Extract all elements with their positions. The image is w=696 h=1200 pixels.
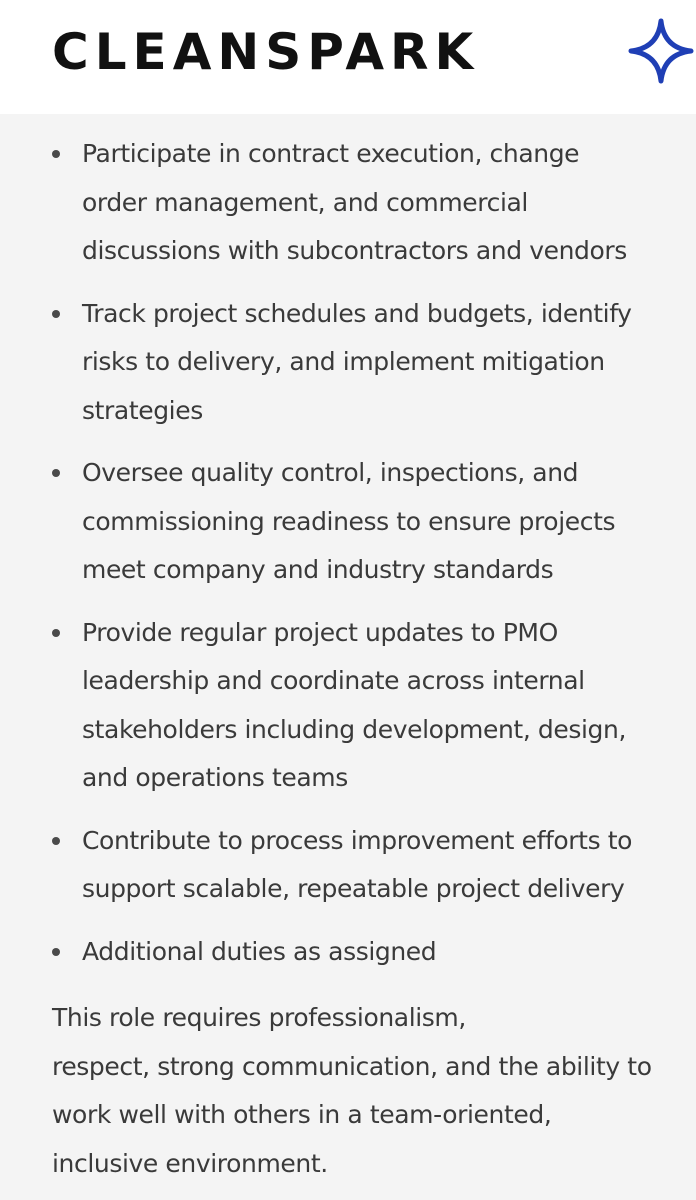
duty-line: Track project schedules and budgets, identify: [82, 298, 632, 328]
job-description-content: [0, 114, 696, 1200]
duty-line: stakeholders including development, design,: [82, 714, 626, 744]
list-item: [0, 817, 696, 914]
list-item: [0, 449, 696, 595]
bullet-icon: [52, 150, 60, 158]
duties-list: [0, 130, 696, 990]
duty-line: meet company and industry standards: [82, 555, 554, 584]
bullet-icon: [52, 469, 60, 477]
duty-line: Participate in contract execution, change: [82, 139, 580, 168]
bullet-icon: [52, 837, 60, 845]
closing-line: respect, strong communication, and the ability to: [52, 1051, 652, 1081]
list-item: [0, 609, 696, 803]
bullet-icon: [52, 629, 60, 637]
closing-line: inclusive environment.: [52, 1148, 328, 1178]
bullet-icon: [52, 948, 60, 956]
duty-line: strategies: [82, 395, 203, 425]
duty-line: support scalable, repeatable project delivery: [82, 874, 625, 903]
list-item: [0, 290, 696, 436]
closing-paragraph: [52, 994, 662, 1188]
duty-line: Provide regular project updates to PMO: [82, 617, 558, 647]
duty-line: Contribute to process improvement efforts to: [82, 825, 633, 855]
four-point-star-icon: [628, 18, 694, 84]
bullet-icon: [52, 310, 60, 318]
duty-line: Additional duties as assigned: [82, 936, 437, 966]
duty-line: leadership and coordinate across internal: [82, 666, 585, 695]
company-logo-text: CLEANSPARK: [52, 23, 480, 81]
duty-line: risks to delivery, and implement mitigation: [82, 347, 605, 376]
duty-line: and operations teams: [82, 763, 348, 792]
closing-line: work well with others in a team-oriented,: [52, 1100, 552, 1129]
duty-line: order management, and commercial: [82, 187, 528, 217]
list-item: [0, 928, 696, 977]
duty-line: discussions with subcontractors and vendors: [82, 236, 627, 265]
duty-line: commissioning readiness to ensure projects: [82, 506, 616, 536]
list-item: [0, 130, 696, 276]
closing-line: This role requires professionalism,: [52, 1003, 466, 1032]
duty-line: Oversee quality control, inspections, and: [82, 458, 579, 487]
header: [0, 0, 696, 114]
